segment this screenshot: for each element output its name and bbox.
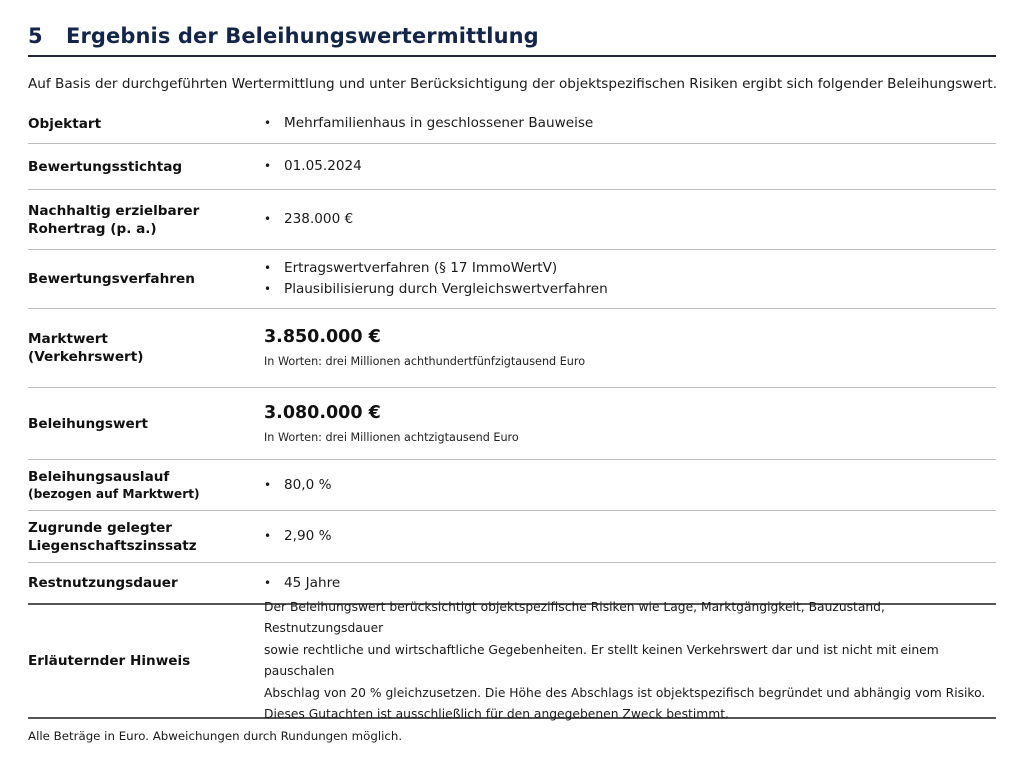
row-label: Bewertungsstichtag [28,158,183,175]
row-value [264,113,996,134]
row-beleihungsauslauf [28,460,996,511]
rohertrag-value: 238.000 € [284,211,354,227]
row-label-line: (Verkehrswert) [28,349,144,365]
row-value [264,156,996,177]
row-label-line: Marktwert [28,331,108,347]
row-label [28,519,264,555]
note-line: sowie rechtliche und wirtschaftliche Gegebenheiten. Er stellt keinen Verkehrswert dar und ist nicht mit einem pauschalen [264,642,939,678]
bullet-marker: • [264,477,272,492]
row-label [28,202,264,238]
heading-divider [28,55,996,57]
objektart-value: Mehrfamilienhaus in geschlossener Bauweise [284,115,594,131]
bullet-marker: • [264,575,272,590]
bullet-marker: • [264,159,272,173]
row-value [264,526,996,547]
auslauf-value: 80,0 % [284,476,332,493]
marktwert-in-words: In Worten: drei Millionen achthundertfünfzigtausend Euro [264,355,586,368]
row-label: Beleihungswert [28,415,148,432]
row-value [264,258,996,300]
row-sublabel: (bezogen auf Marktwert) [28,487,200,501]
restnutzung-value: 45 Jahre [284,574,341,591]
note-line: Der Beleihungswert berücksichtigt objektspezifische Risiken wie Lage, Marktgängigkeit, Bauzustand, Restnutzungsdauer [264,599,885,635]
row-label: Restnutzungsdauer [28,575,178,591]
row-value [264,573,996,594]
row-label: Erläuternder Hinweis [28,653,191,669]
row-label-line: Liegenschaftszinssatz [28,537,197,554]
note-text [264,597,996,726]
row-marktwert [28,309,996,388]
footer-note: Alle Beträge in Euro. Abweichungen durch Rundungen möglich. [28,729,403,743]
row-label [28,330,264,366]
row-label [28,468,264,502]
intro-paragraph: Auf Basis der durchgeführten Wertermittlung und unter Berücksichtigung der objektspezifischen Risiken ergibt sich folgender Beleihungswert. [28,76,998,92]
section-title: Ergebnis der Beleihungswertermittlung [66,24,539,48]
row-value [264,401,996,447]
section-number: 5 [28,24,43,48]
bullet-marker: • [264,212,272,226]
row-label-line: Rohertrag (p. a.) [28,220,157,237]
row-label-line: Zugrunde gelegter [28,519,172,536]
valuation-table [28,104,996,719]
row-label: Bewertungsverfahren [28,271,195,287]
beleihungswert-amount: 3.080.000 € [264,402,381,423]
note-line: Abschlag von 20 % gleichzusetzen. Die Höhe des Abschlags ist objektspezifisch begründet und abhängig vom Risiko. [264,685,986,700]
verfahren-value: Ertragswertverfahren (§ 17 ImmoWertV) [284,260,558,276]
section-heading [28,16,996,56]
row-label-line: Beleihungsauslauf [28,469,170,485]
verfahren-value: Plausibilisierung durch Vergleichswertverfahren [284,281,608,297]
row-label: Objektart [28,115,102,132]
bullet-marker: • [264,116,272,130]
row-rohertrag [28,190,996,250]
document-page [28,0,996,768]
row-value [264,325,996,371]
zinssatz-value: 2,90 % [284,528,332,544]
row-liegenschaftszinssatz [28,511,996,563]
stichtag-value: 01.05.2024 [284,158,362,174]
row-objektart [28,104,996,144]
row-label-line: Nachhaltig erzielbarer [28,202,200,219]
beleihungswert-in-words: In Worten: drei Millionen achtzigtausend Euro [264,430,519,444]
row-erlaeuternder-hinweis [28,599,996,721]
marktwert-amount: 3.850.000 € [264,327,381,347]
row-bewertungsstichtag [28,144,996,190]
row-value [264,209,996,230]
row-value [264,475,996,496]
note-line: Dieses Gutachten ist ausschließlich für den angegebenen Zweck bestimmt. [264,707,729,721]
row-beleihungswert [28,388,996,460]
row-bewertungsverfahren [28,250,996,309]
bullet-marker: • [264,261,272,275]
bullet-marker: • [264,282,272,296]
bullet-marker: • [264,529,272,543]
